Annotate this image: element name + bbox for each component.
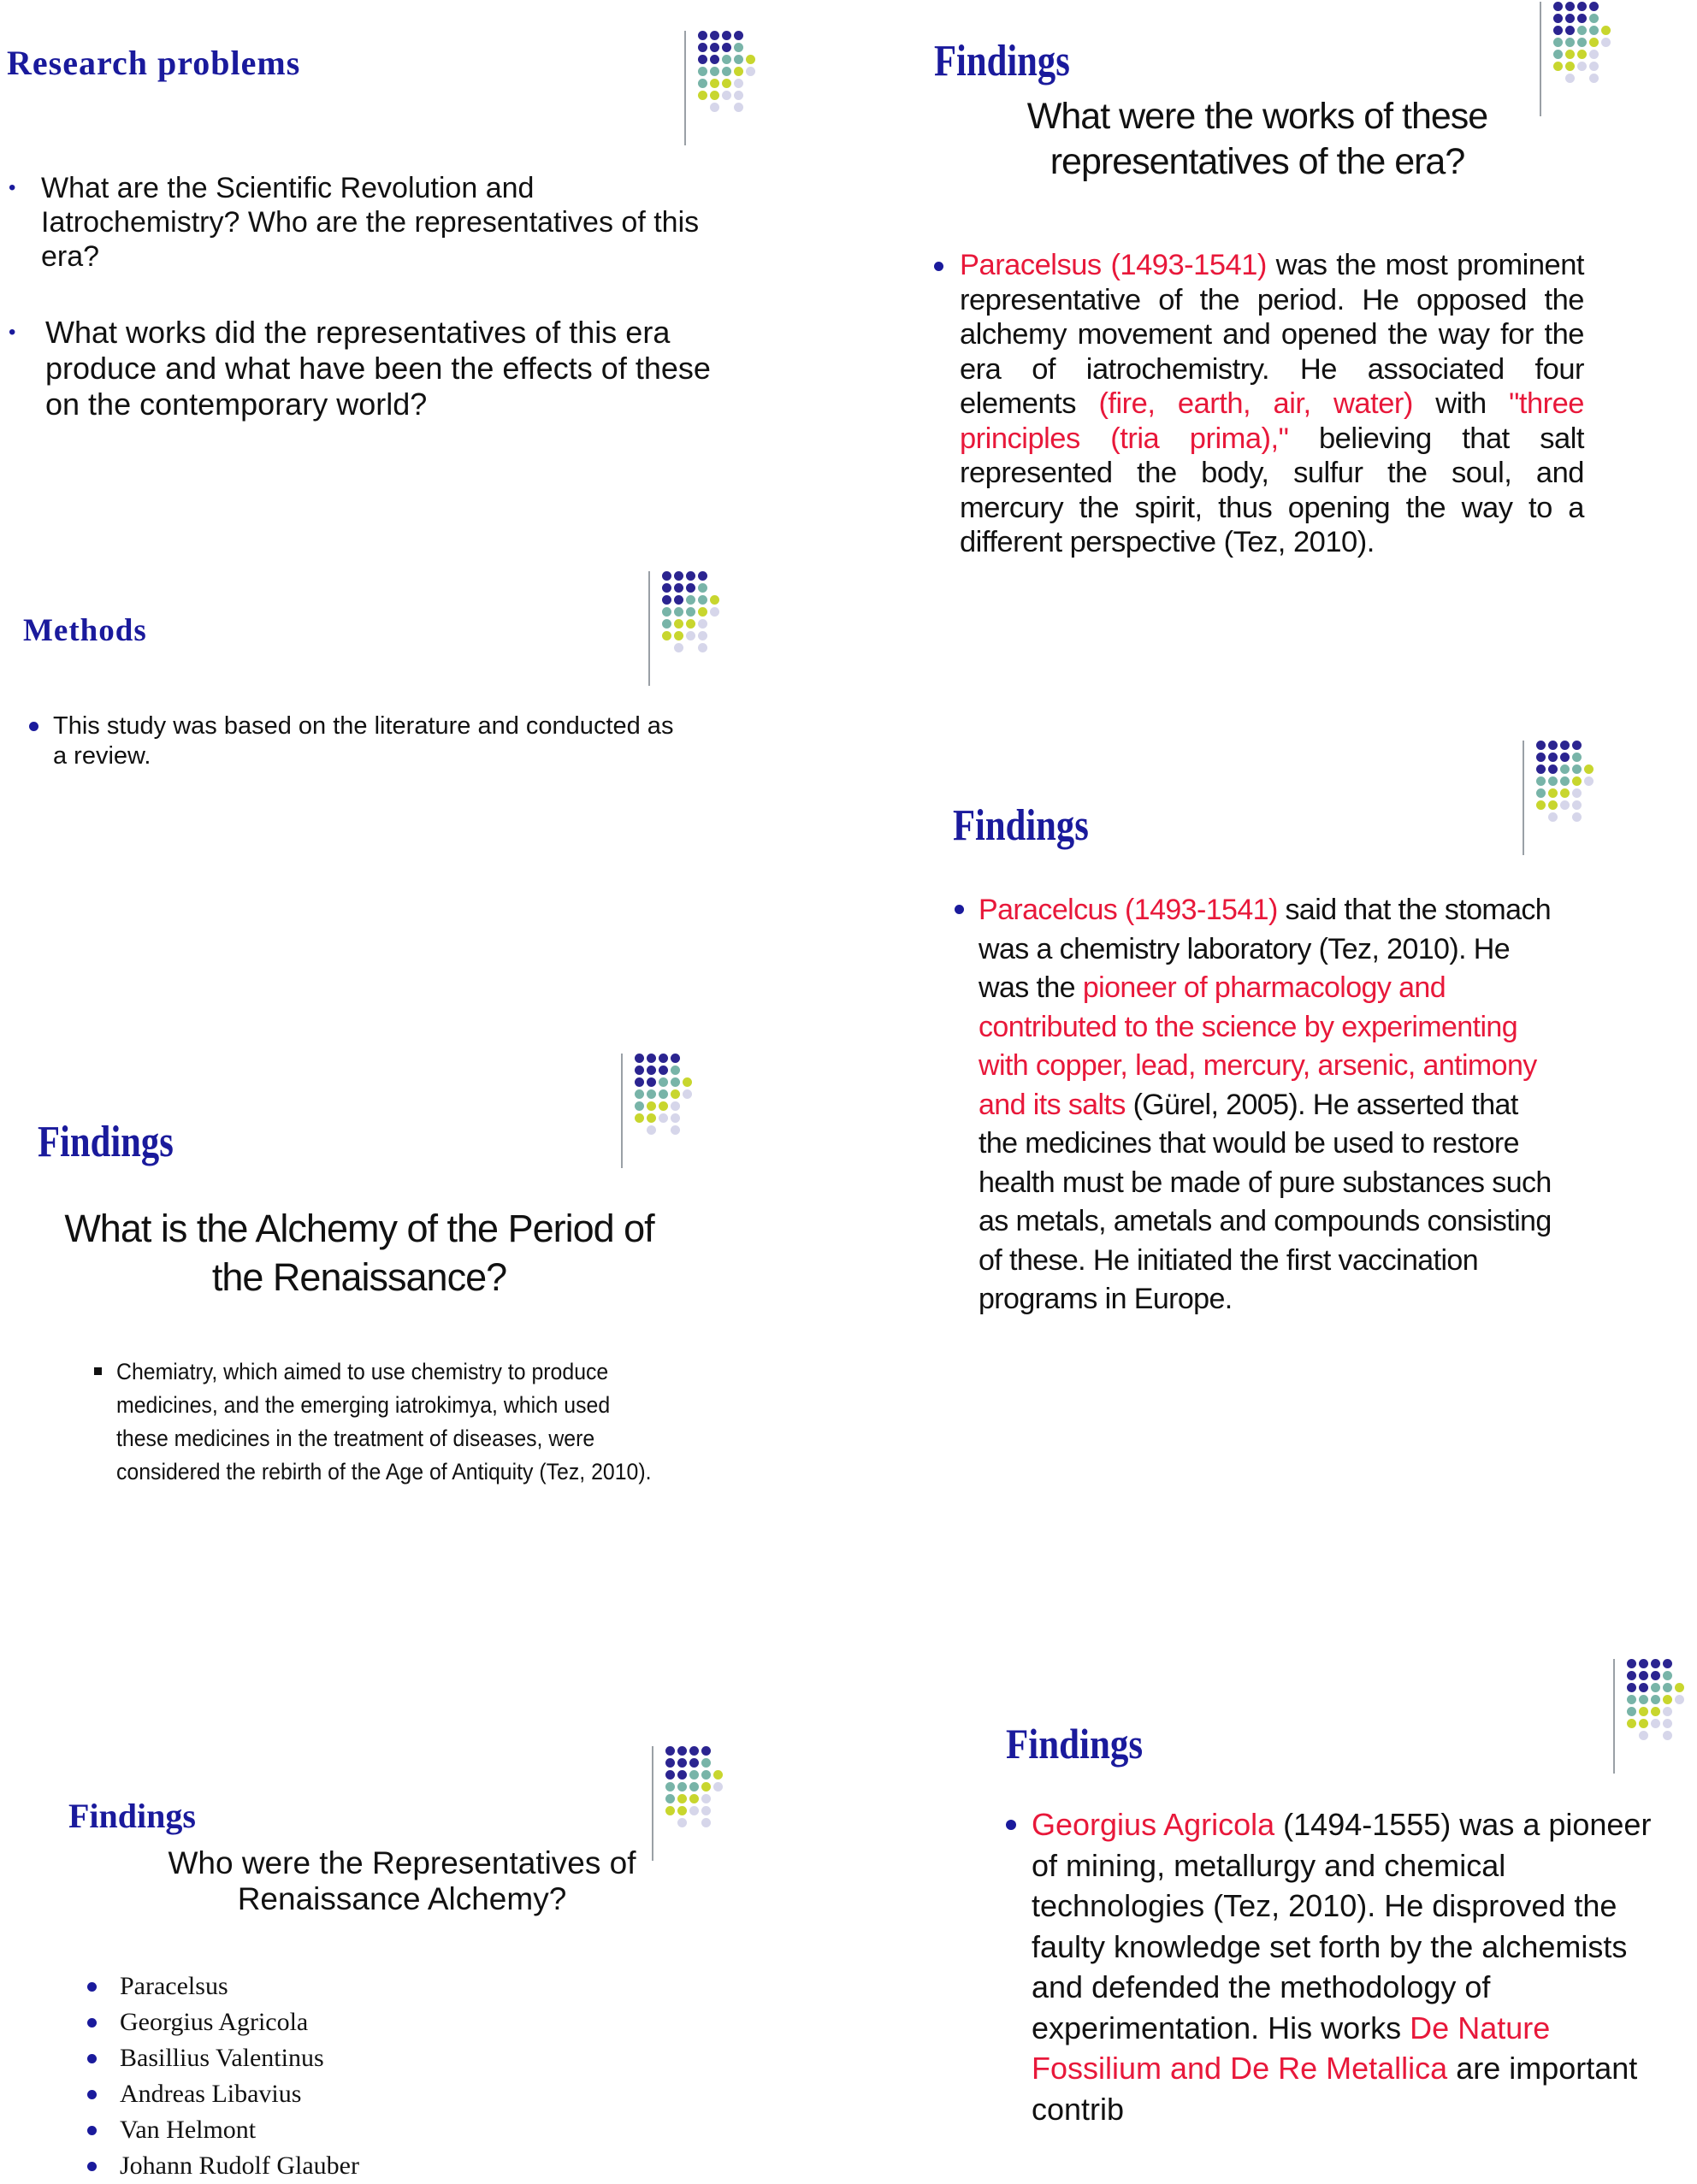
dot-icon	[671, 1054, 680, 1063]
dot-icon	[683, 1089, 692, 1099]
dot-icon	[1536, 800, 1546, 810]
dot-icon	[698, 67, 707, 76]
dot-icon	[701, 1770, 711, 1780]
dot-icon	[1663, 1719, 1672, 1728]
highlight-text: Paracelsus (1493-1541)	[960, 249, 1267, 281]
dot-icon	[1651, 1707, 1660, 1716]
dot-icon	[698, 43, 707, 52]
dot-icon	[1627, 1683, 1636, 1692]
dot-icon	[686, 607, 695, 617]
dot-icon	[683, 1077, 692, 1087]
dot-icon	[701, 1818, 711, 1827]
dot-icon	[722, 79, 731, 88]
dot-icon	[1651, 1671, 1660, 1680]
slide-title: Methods	[23, 613, 147, 648]
dot-icon	[1572, 753, 1582, 762]
dot-icon	[698, 595, 707, 605]
bullet-icon	[87, 2054, 97, 2063]
dot-icon	[1577, 26, 1587, 35]
slide-title: Findings	[953, 801, 1089, 850]
dot-icon	[1639, 1671, 1648, 1680]
dot-icon	[662, 607, 671, 617]
dot-icon	[1663, 1671, 1672, 1680]
dot-icon	[665, 1794, 675, 1803]
dot-icon	[1553, 26, 1563, 35]
bullet-icon: •	[9, 321, 16, 344]
dot-icon	[1536, 776, 1546, 786]
dot-icon	[662, 595, 671, 605]
dot-icon	[1553, 2, 1563, 11]
slide-question: Who were the Representatives of Renaissance Alchemy?	[168, 1845, 636, 1916]
slide-title: Findings	[38, 1118, 174, 1166]
dot-icon	[698, 619, 707, 629]
dot-icon	[665, 1746, 675, 1756]
dot-icon	[1651, 1659, 1660, 1668]
dot-icon	[1639, 1731, 1648, 1740]
dot-icon	[1589, 62, 1599, 71]
bullet-icon	[1006, 1820, 1016, 1830]
dot-icon	[677, 1758, 687, 1768]
dot-icon	[1548, 788, 1558, 798]
dot-icon	[689, 1770, 699, 1780]
dot-icon	[689, 1758, 699, 1768]
dot-icon	[1536, 764, 1546, 774]
dot-icon	[677, 1794, 687, 1803]
dot-icon	[686, 571, 695, 581]
dot-icon	[734, 43, 743, 52]
dot-icon	[701, 1794, 711, 1803]
representatives-list	[86, 1969, 359, 2184]
list-item: Paracelsus	[86, 1969, 359, 2004]
paracelcus-paragraph: Paracelcus (1493-1541) said that the stomach was a chemistry laboratory (Tez, 2010). He was the pioneer of pharmacology and contributed to the science by experimenting with copper, lead, mercury, arsenic, antimony and its salts (Gürel, 2005). He asserted that the medicines that would be used to restore health must be made of pure substances such as metals, ametals and compounds consisting of these. He initiated the first vaccination programs in Europe.	[979, 894, 1552, 1315]
list-item	[26, 711, 676, 771]
dot-icon	[701, 1746, 711, 1756]
dot-icon	[1584, 764, 1594, 774]
dot-icon	[1572, 741, 1582, 750]
dot-icon	[1627, 1719, 1636, 1728]
dot-icon	[686, 583, 695, 593]
dot-icon	[1639, 1707, 1648, 1716]
list-item	[934, 248, 1584, 560]
dot-icon	[722, 91, 731, 100]
dot-icon	[647, 1125, 656, 1135]
research-question-1: What are the Scientific Revolution and Iatrochemistry? Who are the representatives of this era?	[41, 172, 700, 273]
dot-icon	[1572, 800, 1582, 810]
divider-line	[1613, 1659, 1615, 1774]
dot-icon	[1627, 1707, 1636, 1716]
dot-icon	[710, 607, 719, 617]
bullet-icon	[94, 1367, 102, 1375]
dot-icon	[734, 67, 743, 76]
list-item: Basillius Valentinus	[86, 2040, 359, 2076]
dot-icon	[1577, 38, 1587, 47]
dot-icon	[1639, 1719, 1648, 1728]
dot-icon	[710, 43, 719, 52]
dot-icon	[677, 1746, 687, 1756]
dot-icon	[1548, 764, 1558, 774]
dot-icon	[686, 619, 695, 629]
dot-icon	[1675, 1683, 1684, 1692]
dot-icon	[1548, 776, 1558, 786]
dot-icon	[674, 643, 683, 652]
highlight-text: "three principles (tria prima),"	[960, 387, 1584, 455]
dot-icon	[1536, 741, 1546, 750]
dot-icon	[659, 1113, 668, 1123]
highlight-text: De Nature Fossilium and De Re Metallica	[1032, 2010, 1551, 2086]
dot-icon	[689, 1746, 699, 1756]
bullet-icon	[934, 262, 943, 271]
dot-icon	[722, 55, 731, 64]
list-item	[7, 315, 742, 422]
dot-icon	[659, 1054, 668, 1063]
dot-icon	[1560, 788, 1570, 798]
dot-icon	[1553, 38, 1563, 47]
divider-line	[621, 1054, 623, 1168]
dot-icon	[647, 1077, 656, 1087]
dot-icon	[665, 1782, 675, 1791]
dot-icon	[1536, 788, 1546, 798]
list-item: Van Helmont	[86, 2112, 359, 2148]
dot-icon	[635, 1089, 644, 1099]
dot-icon	[1553, 50, 1563, 59]
dot-icon	[662, 619, 671, 629]
dot-icon	[746, 55, 755, 64]
dot-icon	[1560, 741, 1570, 750]
dot-icon	[698, 607, 707, 617]
dot-icon	[710, 67, 719, 76]
dot-icon	[734, 55, 743, 64]
dot-icon	[1639, 1683, 1648, 1692]
list-item: Andreas Libavius	[86, 2076, 359, 2112]
dot-icon	[710, 79, 719, 88]
dot-icon	[698, 31, 707, 40]
alchemy-text: Chemiatry, which aimed to use chemistry to produce medicines, and the emerging iatrokimya, which used these medicines in the treatment of diseases, were considered the rebirth of the Age of Antiquity (Tez, 2010).	[116, 1359, 652, 1485]
dot-icon	[698, 643, 707, 652]
list-item	[955, 891, 1570, 1319]
dot-icon	[734, 91, 743, 100]
list-item: Johann Rudolf Glauber	[86, 2148, 359, 2184]
dot-icon	[1553, 62, 1563, 71]
dot-icon	[713, 1782, 723, 1791]
dot-icon	[662, 631, 671, 640]
dot-icon	[710, 31, 719, 40]
dot-icon	[1589, 26, 1599, 35]
dot-icon	[1663, 1695, 1672, 1704]
dot-icon	[1560, 800, 1570, 810]
divider-line	[684, 31, 686, 145]
dot-icon	[671, 1089, 680, 1099]
highlight-text: (fire, earth, air, water)	[1098, 387, 1413, 420]
dot-icon	[647, 1089, 656, 1099]
dot-icon	[674, 631, 683, 640]
dot-icon	[1572, 788, 1582, 798]
slide-title: Research problems	[7, 44, 301, 82]
dot-icon	[1565, 50, 1575, 59]
bullet-icon	[87, 2090, 97, 2099]
dot-icon	[698, 571, 707, 581]
dot-icon	[674, 583, 683, 593]
slide-findings-alchemy	[0, 1043, 821, 1522]
dot-icon	[677, 1770, 687, 1780]
dot-icon	[1601, 38, 1611, 47]
dot-icon	[1577, 14, 1587, 23]
dot-icon	[647, 1054, 656, 1063]
dot-icon	[671, 1101, 680, 1111]
dot-icon	[1572, 764, 1582, 774]
bullet-icon	[87, 2018, 97, 2028]
dot-icon	[671, 1077, 680, 1087]
dot-icon	[1627, 1695, 1636, 1704]
dot-icon	[1536, 753, 1546, 762]
dot-icon	[674, 607, 683, 617]
dot-icon	[635, 1065, 644, 1075]
dot-icon	[1663, 1659, 1672, 1668]
slide-question: What were the works of these representatives of the era?	[1026, 96, 1488, 182]
research-question-2: What works did the representatives of this era produce and what have been the effects of these on the contemporary world?	[45, 315, 711, 422]
dot-icon	[1589, 2, 1599, 11]
dot-icon	[1663, 1707, 1672, 1716]
dot-icon	[698, 631, 707, 640]
dot-icon	[1565, 38, 1575, 47]
dot-icon	[1639, 1695, 1648, 1704]
list-item	[94, 1355, 693, 1489]
dot-icon	[665, 1758, 675, 1768]
bullet-icon	[87, 2126, 97, 2135]
dot-icon	[1675, 1695, 1684, 1704]
dot-icon	[1548, 800, 1558, 810]
slide-research-problems	[0, 0, 821, 513]
dot-icon	[1589, 38, 1599, 47]
dot-icon	[1548, 753, 1558, 762]
dot-icon	[689, 1806, 699, 1815]
divider-line	[652, 1746, 653, 1861]
dot-icon	[1553, 14, 1563, 23]
dot-icon	[698, 91, 707, 100]
dot-icon	[1577, 50, 1587, 59]
dot-icon	[674, 595, 683, 605]
dot-icon	[1584, 776, 1594, 786]
dot-icon	[698, 55, 707, 64]
dot-icon	[1548, 812, 1558, 822]
dot-icon	[647, 1113, 656, 1123]
dot-icon	[677, 1806, 687, 1815]
dot-icon	[1565, 62, 1575, 71]
dot-icon	[1565, 2, 1575, 11]
dot-icon	[1577, 2, 1587, 11]
dot-icon	[1627, 1671, 1636, 1680]
dot-icon	[1560, 753, 1570, 762]
slide-findings-representatives	[0, 1727, 821, 2180]
slide-methods	[0, 547, 821, 804]
bullet-icon: •	[9, 176, 16, 199]
dot-icon	[698, 79, 707, 88]
list-item	[7, 171, 734, 274]
dot-icon	[698, 583, 707, 593]
dot-icon	[1651, 1719, 1660, 1728]
dot-icon	[665, 1806, 675, 1815]
dot-icon	[1565, 14, 1575, 23]
dot-icon	[710, 55, 719, 64]
dot-icon	[671, 1113, 680, 1123]
dot-icon	[1560, 776, 1570, 786]
dot-icon	[671, 1125, 680, 1135]
dot-icon	[665, 1770, 675, 1780]
dot-icon	[1572, 776, 1582, 786]
bullet-icon	[955, 905, 964, 914]
dot-icon	[686, 631, 695, 640]
dot-icon	[722, 67, 731, 76]
dot-icon	[710, 595, 719, 605]
dot-icon	[722, 31, 731, 40]
dot-icon	[659, 1089, 668, 1099]
dot-icon	[1651, 1683, 1660, 1692]
methods-text: This study was based on the literature and conducted as a review.	[53, 712, 674, 770]
dot-icon	[689, 1782, 699, 1791]
slide-findings-paracelcus	[855, 735, 1697, 1315]
dot-icon	[701, 1758, 711, 1768]
dot-icon	[635, 1101, 644, 1111]
divider-line	[1523, 741, 1524, 855]
highlight-text: pioneer of pharmacology and contributed to the science by experimenting with copper, lead, mercury, arsenic, antimony and its salts	[979, 971, 1537, 1121]
slide-title: Findings	[934, 37, 1070, 86]
dot-icon	[1548, 741, 1558, 750]
dot-icon	[659, 1101, 668, 1111]
dot-icon	[746, 67, 755, 76]
divider-line	[648, 571, 650, 686]
list-item	[1006, 1804, 1690, 2129]
slide-question: What is the Alchemy of the Period of the Renaissance?	[64, 1207, 654, 1299]
dot-icon	[1601, 26, 1611, 35]
dot-icon	[635, 1054, 644, 1063]
dot-icon	[1565, 74, 1575, 83]
dot-icon	[686, 595, 695, 605]
dot-icon	[659, 1065, 668, 1075]
dot-icon	[674, 571, 683, 581]
dot-icon	[710, 91, 719, 100]
dot-icon	[1663, 1683, 1672, 1692]
dot-icon	[677, 1782, 687, 1791]
slide-title: Findings	[68, 1797, 196, 1835]
dot-icon	[1663, 1731, 1672, 1740]
dot-icon	[710, 103, 719, 112]
slide-findings-works	[855, 0, 1697, 599]
slide-title: Findings	[1006, 1720, 1144, 1768]
dot-icon	[734, 79, 743, 88]
dot-icon	[734, 103, 743, 112]
dot-icon	[647, 1065, 656, 1075]
dot-icon	[722, 43, 731, 52]
bullet-icon	[29, 722, 38, 731]
bullet-icon	[87, 1982, 97, 1992]
dot-icon	[647, 1101, 656, 1111]
highlight-text: Georgius Agricola	[1032, 1807, 1275, 1842]
dot-icon	[1627, 1659, 1636, 1668]
dot-icon	[674, 619, 683, 629]
agricola-paragraph: Georgius Agricola (1494-1555) was a pioneer of mining, metallurgy and chemical technologies (Tez, 2010). He disproved the faulty knowledge set forth by the alchemists and defended the methodology of experimentation. His works De Nature Fossilium and De Re Metallica are important contrib	[1032, 1807, 1652, 2127]
dot-icon	[1565, 26, 1575, 35]
dot-icon	[1589, 14, 1599, 23]
dot-icon	[1560, 764, 1570, 774]
dot-icon	[1639, 1659, 1648, 1668]
list-item: Georgius Agricola	[86, 2004, 359, 2040]
dot-icon	[635, 1113, 644, 1123]
divider-line	[1540, 2, 1541, 116]
dot-icon	[662, 571, 671, 581]
bullet-icon	[87, 2162, 97, 2171]
works-paragraph: Paracelsus (1493-1541) was the most prominent representative of the period. He opposed the alchemy movement and opened the way for the era of iatrochemistry. He associated four elements (fire, earth, air, water) with "three principles (tria prima)," believing that salt represented the body, sulfur the soul, and mercury the spirit, thus opening the way to a different perspective (Tez, 2010).	[960, 249, 1584, 558]
dot-icon	[734, 31, 743, 40]
dot-icon	[1577, 62, 1587, 71]
dot-icon	[689, 1794, 699, 1803]
slide-findings-agricola	[855, 1642, 1697, 2180]
dot-icon	[701, 1806, 711, 1815]
dot-icon	[1589, 50, 1599, 59]
highlight-text: Paracelcus (1493-1541)	[979, 894, 1278, 926]
dot-icon	[635, 1077, 644, 1087]
dot-icon	[671, 1065, 680, 1075]
dot-icon	[1589, 74, 1599, 83]
dot-icon	[1651, 1695, 1660, 1704]
dot-icon	[701, 1782, 711, 1791]
dot-icon	[1572, 812, 1582, 822]
dot-icon	[713, 1770, 723, 1780]
dot-icon	[677, 1818, 687, 1827]
dot-icon	[659, 1077, 668, 1087]
dot-icon	[662, 583, 671, 593]
